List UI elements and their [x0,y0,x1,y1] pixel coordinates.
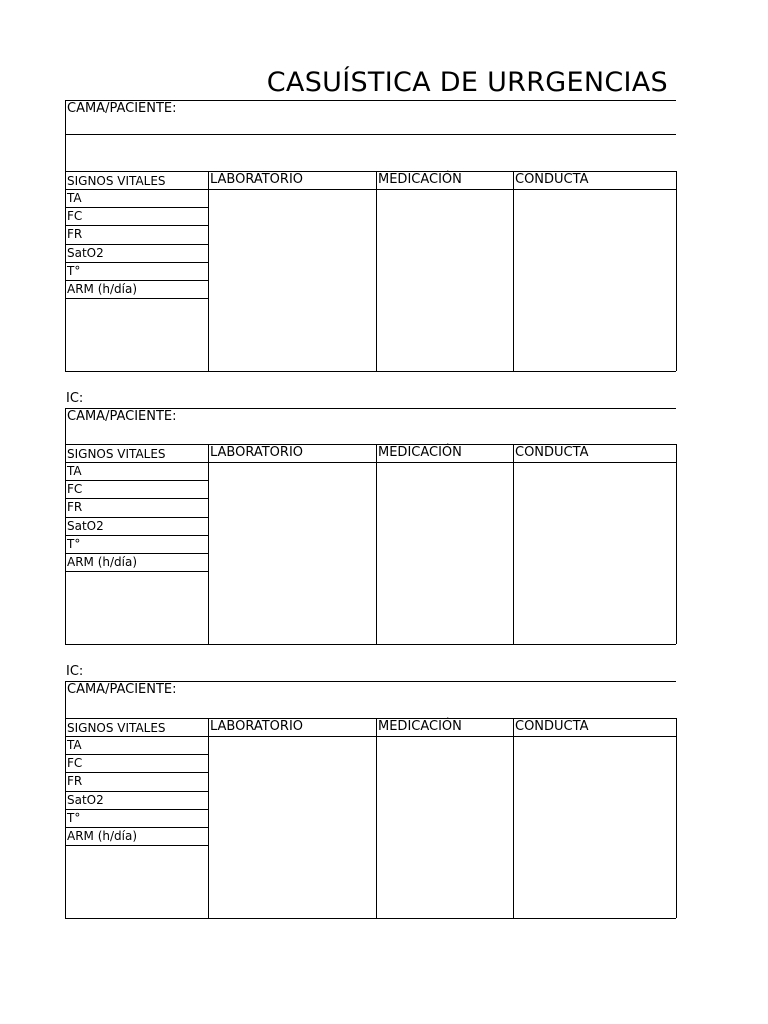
ic-field[interactable] [87,390,676,407]
cama-paciente-label: CAMA/PACIENTE: [67,682,177,697]
vital-sign-arm-h-d-a-: ARM (h/día) [67,555,138,569]
table-header-medicaci-n: MEDICACIÓN [378,172,462,187]
table-header-conducta: CONDUCTA [515,172,589,187]
table-header-laboratorio: LABORATORIO [210,172,304,187]
vital-sign-value-field[interactable] [120,463,206,479]
table-header-conducta: CONDUCTA [515,719,589,734]
cama-paciente-left-line [65,681,66,718]
table-header-conducta: CONDUCTA [515,445,589,460]
table-header-medicaci-n: MEDICACIÓN [378,719,462,734]
signos-vitales-notes-field[interactable] [66,847,207,917]
table-header-signos-vitales: SIGNOS VITALES [67,174,166,188]
vital-sign-ta: TA [67,191,82,205]
vital-sign-value-field[interactable] [120,481,206,497]
vital-sign-fc: FC [67,756,83,771]
table-column-line-4 [676,171,677,371]
cama-paciente-field[interactable] [190,682,674,717]
vital-sign-value-field[interactable] [120,792,206,808]
cama-paciente-extra-field[interactable] [67,136,674,170]
table-header-laboratorio: LABORATORIO [210,445,304,460]
conducta-field[interactable] [514,463,675,643]
vital-sign-value-field[interactable] [120,810,206,826]
vital-sign-value-field[interactable] [120,281,206,297]
vital-sign-value-field[interactable] [120,773,206,789]
vital-sign-row-line [65,298,208,299]
vital-sign-fr: FR [67,227,83,242]
vital-sign-value-field[interactable] [120,190,206,206]
vital-sign-value-field[interactable] [120,737,206,753]
vital-sign-value-field[interactable] [120,499,206,515]
laboratorio-field[interactable] [209,463,375,643]
vital-sign-arm-h-d-a-: ARM (h/día) [67,829,138,843]
table-header-laboratorio: LABORATORIO [210,719,304,734]
vital-sign-fr: FR [67,774,83,789]
ic-field[interactable] [87,663,676,680]
signos-vitales-notes-field[interactable] [66,573,207,643]
table-header-signos-vitales: SIGNOS VITALES [67,447,166,461]
cama-paciente-field[interactable] [190,409,674,443]
cama-paciente-field[interactable] [190,101,674,133]
medicacion-field[interactable] [377,463,512,643]
vital-sign-t-: T° [67,536,81,551]
vital-sign-value-field[interactable] [120,536,206,552]
table-bottom-line [65,918,676,919]
vital-sign-fr: FR [67,500,83,515]
table-header-signos-vitales: SIGNOS VITALES [67,721,166,735]
vital-sign-value-field[interactable] [120,554,206,570]
conducta-field[interactable] [514,737,675,917]
table-bottom-line [65,371,676,372]
laboratorio-field[interactable] [209,737,375,917]
table-header-medicaci-n: MEDICACIÓN [378,445,462,460]
vital-sign-value-field[interactable] [120,755,206,771]
cama-paciente-bottom-line [65,134,676,135]
vital-sign-t-: T° [67,810,81,825]
laboratorio-field[interactable] [209,190,375,370]
vital-sign-sato2: SatO2 [67,245,104,260]
page-title: CASUÍSTICA DE URRGENCIAS [266,67,668,98]
medicacion-field[interactable] [377,190,512,370]
medicacion-field[interactable] [377,737,512,917]
vital-sign-value-field[interactable] [120,245,206,261]
vital-sign-value-field[interactable] [120,226,206,242]
vital-sign-value-field[interactable] [120,518,206,534]
vital-sign-value-field[interactable] [120,263,206,279]
table-column-line-4 [676,444,677,644]
signos-vitales-notes-field[interactable] [66,300,207,370]
vital-sign-fc: FC [67,482,83,497]
vital-sign-ta: TA [67,464,82,478]
table-column-line-4 [676,718,677,918]
ic-label: IC: [66,391,84,406]
vital-sign-ta: TA [67,738,82,752]
vital-sign-sato2: SatO2 [67,792,104,807]
vital-sign-fc: FC [67,209,83,224]
table-bottom-line [65,644,676,645]
conducta-field[interactable] [514,190,675,370]
vital-sign-row-line [65,571,208,572]
vital-sign-arm-h-d-a-: ARM (h/día) [67,282,138,296]
cama-paciente-label: CAMA/PACIENTE: [67,409,177,424]
cama-paciente-left-line [65,408,66,444]
vital-sign-value-field[interactable] [120,208,206,224]
vital-sign-row-line [65,845,208,846]
vital-sign-sato2: SatO2 [67,518,104,533]
ic-label: IC: [66,664,84,679]
vital-sign-value-field[interactable] [120,828,206,844]
vital-sign-t-: T° [67,263,81,278]
cama-paciente-label: CAMA/PACIENTE: [67,101,177,116]
cama-paciente-left-line [65,100,66,171]
